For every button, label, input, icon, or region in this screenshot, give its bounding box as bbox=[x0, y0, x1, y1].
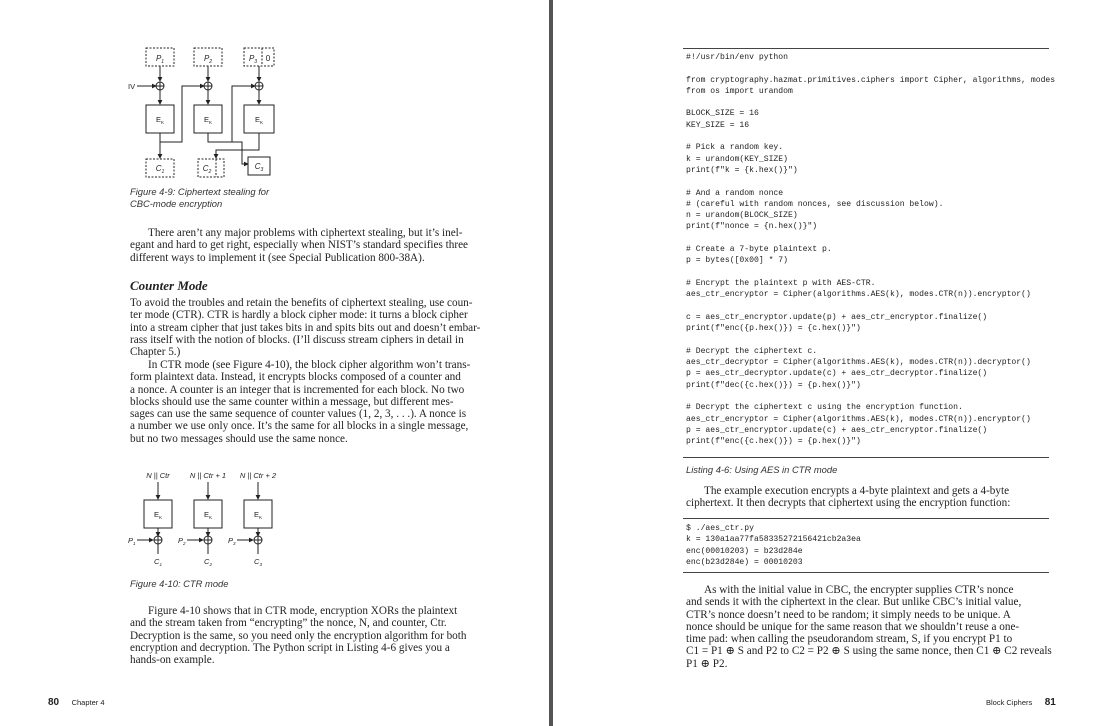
ctr-xor-1 bbox=[154, 536, 162, 544]
left-page bbox=[0, 0, 549, 726]
enc-label-2: $E_K$ bbox=[203, 115, 213, 125]
iv-label: IV bbox=[128, 82, 136, 91]
caption-line: CBC-mode encryption bbox=[130, 198, 223, 209]
listing-caption: Listing 4-6: Using AES in CTR mode bbox=[686, 464, 838, 475]
paragraph-counter-mode-intro bbox=[130, 297, 480, 358]
paragraph-ctr-explanation bbox=[130, 605, 466, 666]
c1-label: $C_1$ bbox=[155, 164, 165, 175]
ctr-c1-label: $C_1$ bbox=[154, 557, 162, 567]
text-line: blocks should use the same counter within a message, but different mes- bbox=[130, 395, 454, 408]
text-line: To avoid the troubles and retain the benefits of ciphertext stealing, use coun- bbox=[130, 297, 473, 309]
figure-4-10-caption: Figure 4-10: CTR mode bbox=[130, 578, 229, 589]
right-page bbox=[553, 0, 1100, 726]
text-line: nonce should be unique for the same reason that we shouldn’t reuse a one- bbox=[686, 620, 1020, 633]
listing-bottom-rule bbox=[683, 457, 1049, 458]
paragraph-nonce-uniqueness bbox=[686, 584, 1052, 670]
ctr-c2-label: $C_2$ bbox=[204, 557, 212, 567]
xor-1 bbox=[156, 82, 164, 90]
code-listing: #!/usr/bin/env python from cryptography.hazmat.primitives.ciphers import Cipher, algorithms, modes from os import urandom BLOCK_SIZE = 16 KEY_SIZE = 16 # Pick a random key. k = urandom(KEY_SIZE) print(f"k = {k.hex()}") # And a random nonce # (careful with random nonces, see discussion below). n = urandom(BLOCK_SIZE) print(f"nonce = {n.hex()}") # Create a 7-byte plaintext p. p = bytes([0x00] * 7) # Encrypt the plaintext p with AES-CTR. aes_ctr_encryptor = Cipher(algorithms.AES(k), modes.CTR(n)).encryptor() c = aes_ctr_encryptor.update(p) + aes_ctr_encryptor.finalize() print(f"enc({p.hex()}) = {c.hex()}") # Decrypt the ciphertext c. aes_ctr_decryptor = Cipher(algorithms.AES(k), modes.CTR(n)).decryptor() p = aes_ctr_decryptor.update(c) + aes_ctr_decryptor.finalize() print(f"dec({c.hex()}) = {p.hex()}") # Decrypt the ciphertext c using the encryption function. aes_ctr_encryptor = Cipher(algorithms.AES(k), modes.CTR(n)).encryptor() p = aes_ctr_encryptor.update(c) + aes_ctr_encryptor.finalize() print(f"enc({c.hex()}) = {p.hex()}") bbox=[686, 53, 1056, 447]
text-line: but no two messages should use the same nonce. bbox=[130, 432, 348, 445]
text-line: into a stream cipher that just takes bits in and spits bits out and doesn’t embar- bbox=[130, 321, 481, 334]
ctr-p3-label: $P_3$ bbox=[228, 536, 236, 546]
text-line: a nonce. A counter is an integer that is incremented for each block. No two bbox=[130, 383, 465, 396]
ctr-p1-label: $P_1$ bbox=[128, 536, 136, 546]
output-bottom-rule bbox=[683, 572, 1049, 573]
figure-4-10-diagram bbox=[122, 466, 292, 574]
text-line: The example execution encrypts a 4-byte plaintext and gets a 4-byte bbox=[704, 485, 1010, 497]
text-line: a number we use only once. It’s the same for all blocks in a single message, bbox=[130, 420, 469, 433]
paragraph-ciphertext-stealing bbox=[130, 227, 468, 264]
text-line: encryption and decryption. The Python script in Listing 4-6 gives you a bbox=[130, 641, 450, 654]
text-line: Figure 4-10 shows that in CTR mode, encryption XORs the plaintext bbox=[148, 605, 458, 617]
counter-label-3: N || Ctr + 2 bbox=[239, 471, 277, 480]
ctr-enc-label-3: $E_K$ bbox=[253, 510, 263, 520]
section-heading: Counter Mode bbox=[130, 278, 208, 293]
p1-label: $P_1$ bbox=[155, 54, 165, 65]
counter-label-2: N || Ctr + 1 bbox=[189, 471, 227, 480]
running-head: Chapter 4 bbox=[71, 698, 105, 707]
p2-label: $P_2$ bbox=[203, 54, 213, 65]
text-line: time pad: when calling the pseudorandom stream, S, if you encrypt P1 to bbox=[686, 633, 1013, 646]
ctr-enc-label-2: $E_K$ bbox=[203, 510, 213, 520]
text-line: form plaintext data. Instead, it encrypts blocks composed of a counter and bbox=[130, 371, 461, 384]
ctr-p2-label: $P_2$ bbox=[178, 536, 186, 546]
figure-4-9-diagram bbox=[120, 40, 290, 182]
counter-label-1: N || Ctr bbox=[146, 471, 170, 480]
ctr-c3-label: $C_3$ bbox=[254, 557, 262, 567]
c2-label: $C_2$ bbox=[202, 164, 212, 175]
paragraph-ctr-mode bbox=[130, 359, 470, 445]
right-folio bbox=[986, 692, 1056, 710]
page-number: 81 bbox=[1044, 697, 1056, 708]
output-top-rule bbox=[683, 518, 1049, 519]
text-line: Decryption is the same, so you need only the encryption algorithm for both bbox=[130, 629, 467, 642]
paragraph-example-execution bbox=[686, 485, 1010, 510]
enc-label-1: $E_K$ bbox=[155, 115, 165, 125]
text-line: sages can use the same sequence of counter values (1, 2, 3, . . .). A nonce is bbox=[130, 408, 467, 421]
text-line: There aren’t any major problems with ciphertext stealing, but it’s inel- bbox=[148, 227, 463, 239]
text-line: In CTR mode (see Figure 4-10), the block cipher algorithm won’t trans- bbox=[148, 359, 471, 371]
text-line: As with the initial value in CBC, the encrypter supplies CTR’s nonce bbox=[704, 584, 1014, 596]
left-folio bbox=[48, 692, 105, 710]
text-line: ciphertext. It then decrypts that ciphertext using the encryption function: bbox=[686, 497, 1011, 510]
text-line: Chapter 5.) bbox=[130, 346, 181, 359]
text-line: hands-on example. bbox=[130, 654, 215, 667]
text-line: different ways to implement it (see Special Publication 800-38A). bbox=[130, 251, 425, 264]
c3-label: $C_3$ bbox=[254, 162, 264, 173]
running-head: Block Ciphers bbox=[986, 698, 1033, 707]
text-line: and the stream taken from “encrypting” the nonce, N, and counter, Ctr. bbox=[130, 617, 447, 630]
text-line: C1 = P1 ⊕ S and P2 to C2 = P2 ⊕ S using the same nonce, then C1 ⊕ C2 reveals bbox=[686, 645, 1052, 658]
text-line: CTR’s nonce doesn’t need to be random; it simply needs to be unique. A bbox=[686, 608, 1011, 621]
text-line: P1 ⊕ P2. bbox=[686, 657, 728, 670]
text-line: and sends it with the ciphertext in the clear. But unlike CBC’s initial value, bbox=[686, 596, 1022, 609]
zero-label: 0 bbox=[265, 54, 271, 63]
enc-label-3: $E_K$ bbox=[254, 115, 264, 125]
xor-3 bbox=[255, 82, 263, 90]
figure-4-9-caption bbox=[130, 186, 269, 210]
ctr-xor-3 bbox=[254, 536, 262, 544]
text-line: ter mode (CTR). CTR is hardly a block cipher mode: it turns a block cipher bbox=[130, 309, 468, 322]
terminal-output: $ ./aes_ctr.py k = 130a1aa77fa58335272156421cb2a3ea enc(00010203) = b23d284e enc(b23d284e) = 00010203 bbox=[686, 524, 861, 567]
text-line: egant and hard to get right, especially when NIST’s standard specifies three bbox=[130, 239, 469, 252]
p3-label: $P_3$ bbox=[248, 54, 258, 65]
ctr-xor-2 bbox=[204, 536, 212, 544]
listing-top-rule bbox=[683, 48, 1049, 49]
caption-line: Figure 4-9: Ciphertext stealing for bbox=[130, 186, 270, 197]
ctr-enc-label-1: $E_K$ bbox=[153, 510, 163, 520]
page-number: 80 bbox=[48, 697, 60, 708]
text-line: rass itself with the notion of blocks. (I’ll discuss stream ciphers in detail in bbox=[130, 333, 464, 346]
xor-2 bbox=[204, 82, 212, 90]
